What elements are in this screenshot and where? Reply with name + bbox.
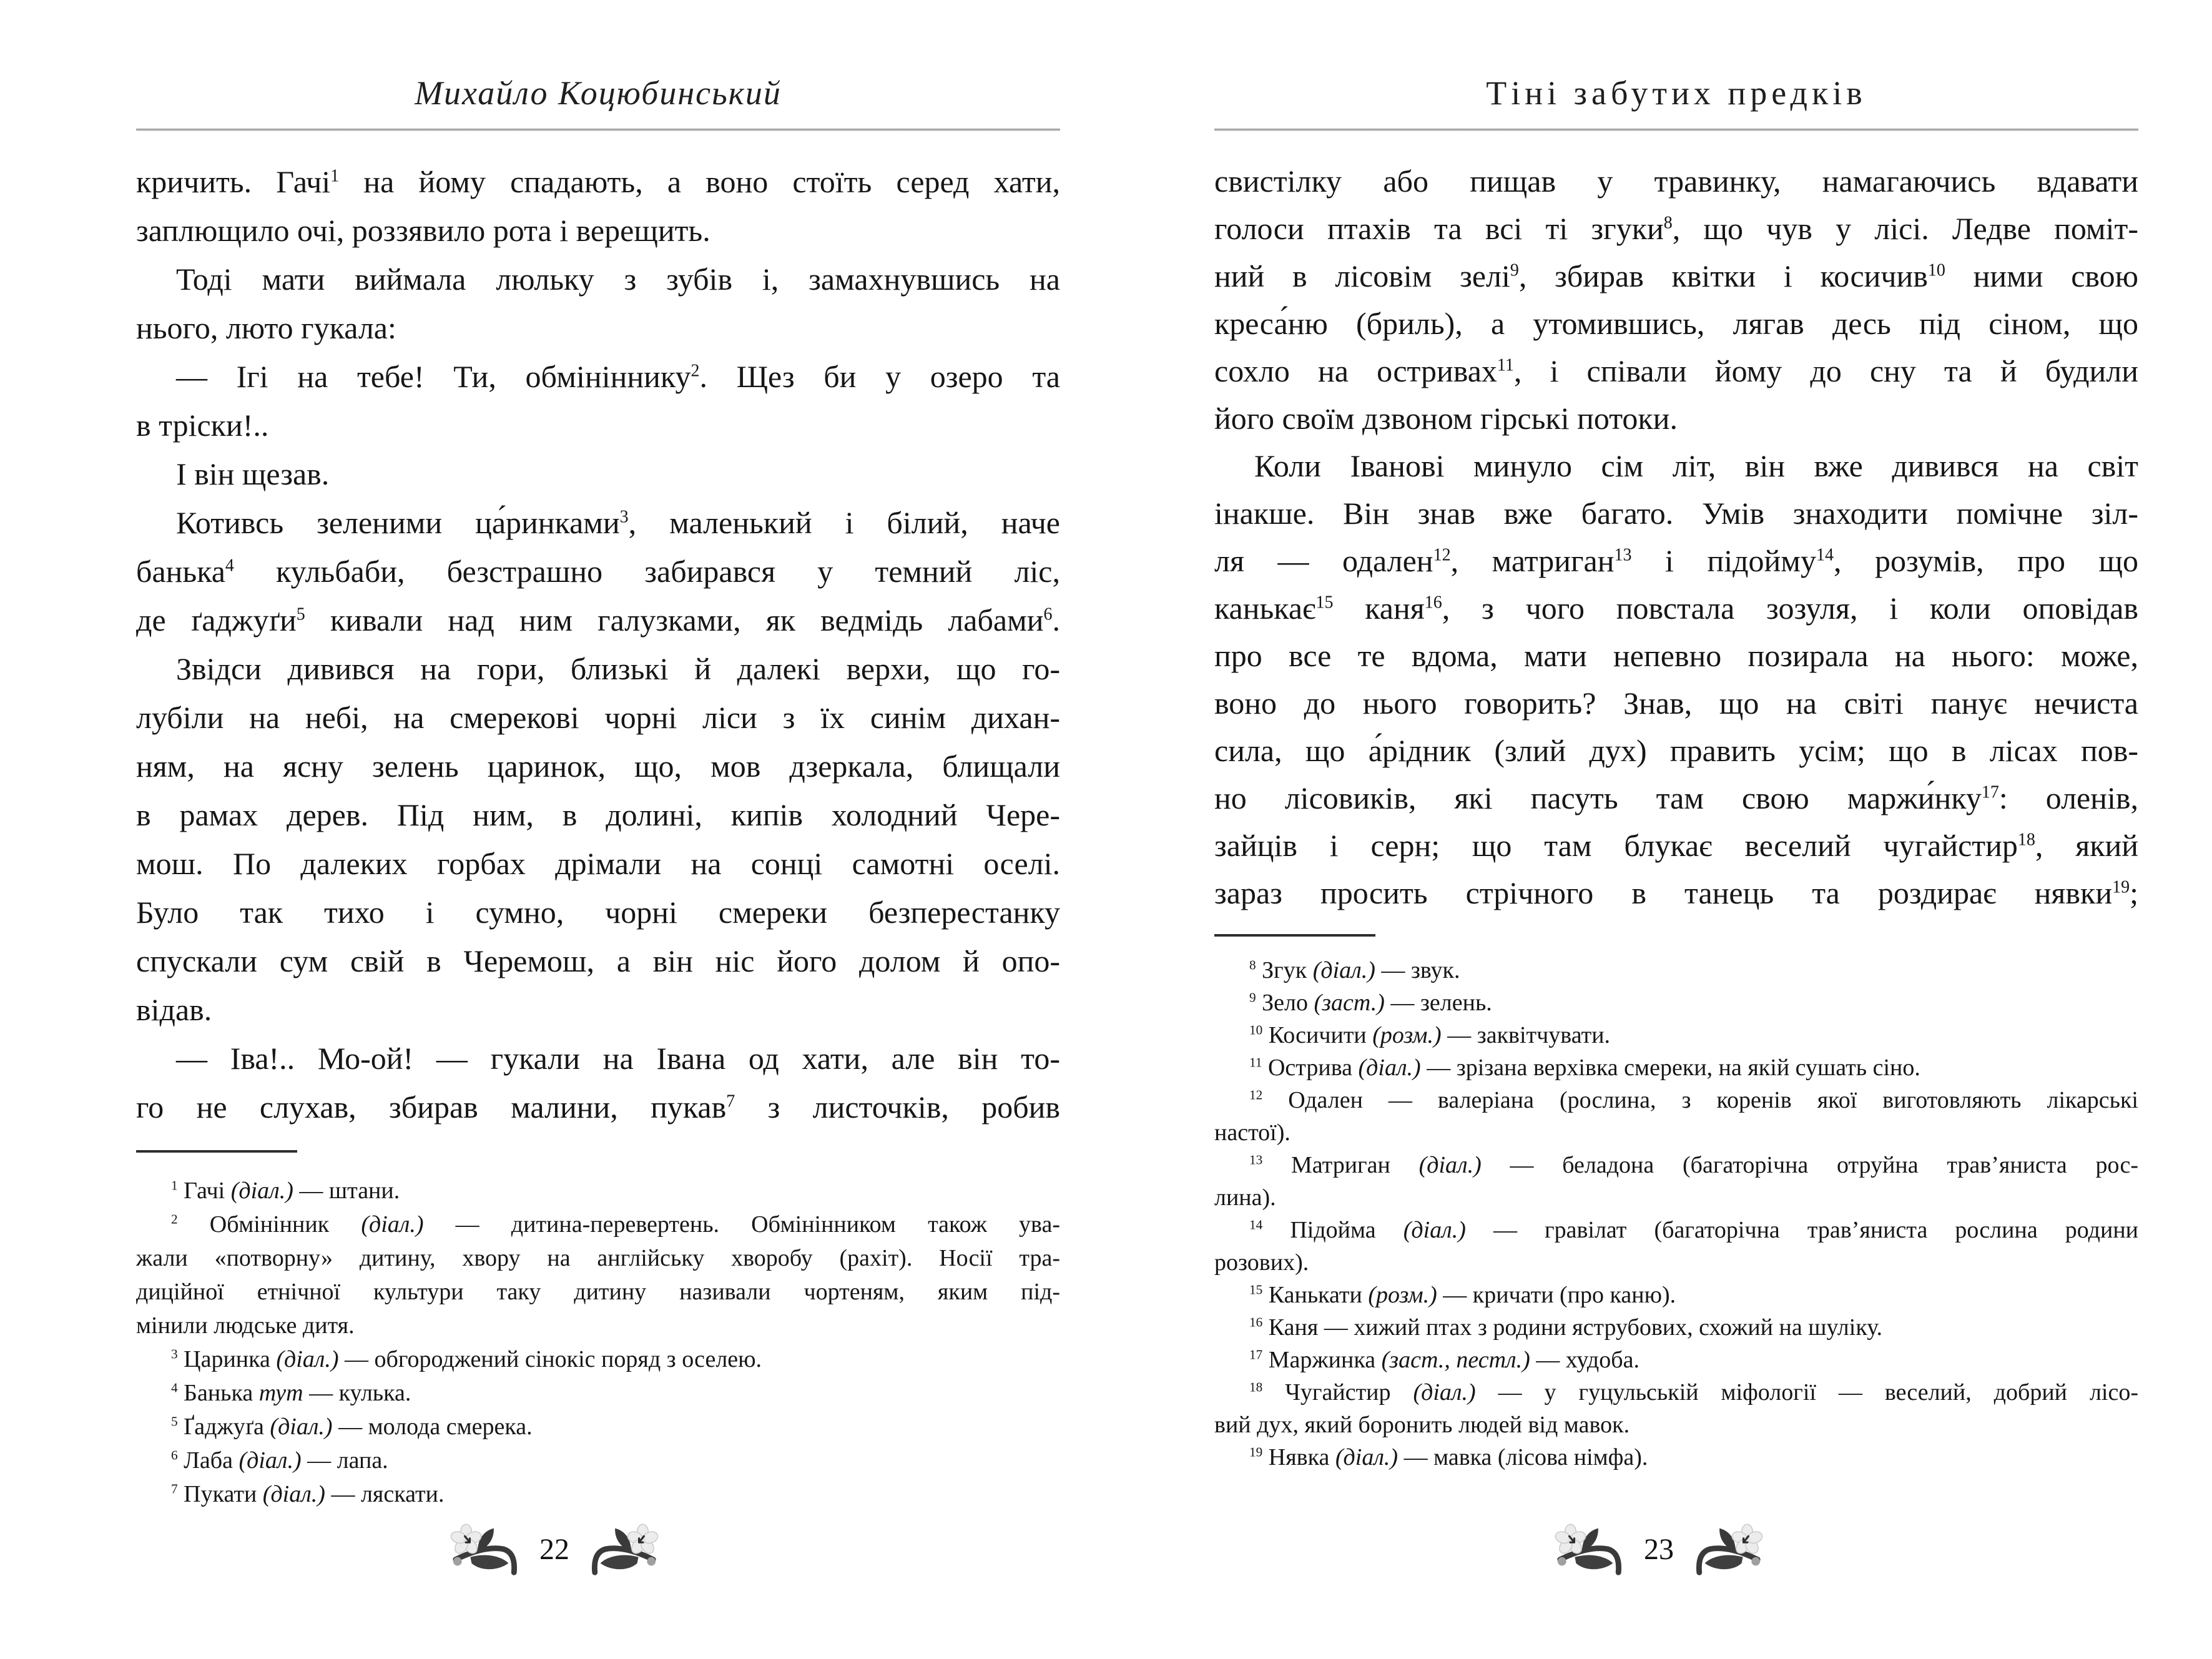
italic-term: (розм.) bbox=[1368, 1282, 1437, 1308]
footnote-line: $^{19}$ Нявка (діал.) — мавка (лісова німфа). bbox=[1249, 1444, 1648, 1470]
page-number: 22 bbox=[539, 1533, 569, 1566]
text-line: но лісовиків, які пасуть там свою маржи́нку$^{17}$: оленів, bbox=[1214, 780, 2139, 815]
footnote-ref: 7 bbox=[726, 1091, 735, 1111]
italic-term: тут bbox=[258, 1380, 303, 1406]
footnote-line: $^7$ Пукати (діал.) — ляскати. bbox=[171, 1481, 445, 1507]
text-line: сохло на остривах$^{11}$, і співали йому до сну та й будили bbox=[1214, 353, 2139, 388]
text-line: ля — одален$^{12}$, матриган$^{13}$ і підойму$^{14}$, розумів, про що bbox=[1214, 543, 2138, 578]
text-line: відав. bbox=[136, 992, 212, 1027]
footnote-ref: 6 bbox=[171, 1447, 178, 1463]
text-line: І він щезав. bbox=[176, 456, 330, 491]
italic-term: (розм.) bbox=[1372, 1022, 1442, 1048]
italic-term: (діал.) bbox=[1413, 1379, 1476, 1405]
footnote-line: $^1$ Гачі (діал.) — штани. bbox=[171, 1178, 400, 1204]
text-line: заплющило очі, роззявило рота і верещить. bbox=[136, 213, 710, 248]
footnote-line: $^6$ Лаба (діал.) — лапа. bbox=[171, 1447, 388, 1474]
text-line: ний в лісовім зелі$^9$, збирав квітки і косичив$^{10}$ ними свою bbox=[1214, 258, 2139, 293]
footnote-ref: 6 bbox=[1043, 604, 1053, 624]
italic-term: (діал.) bbox=[270, 1414, 333, 1440]
footnote-ref: 9 bbox=[1249, 990, 1256, 1005]
header-rule bbox=[136, 129, 1060, 131]
footnote-line: $^4$ Банька тут — кулька. bbox=[171, 1380, 411, 1406]
footnote-line: мінили людське дитя. bbox=[136, 1312, 355, 1339]
text-line: свистілку або пищав у травинку, намагаючись вдавати bbox=[1214, 164, 2138, 199]
footnote-ref: 8 bbox=[1663, 213, 1673, 233]
footnote-ref: 2 bbox=[691, 361, 700, 381]
italic-term: (діал.) bbox=[238, 1447, 302, 1474]
footnote-ref: 8 bbox=[1249, 957, 1256, 973]
footnote-ref: 18 bbox=[2017, 830, 2035, 850]
footnote-ref: 13 bbox=[1249, 1152, 1263, 1168]
running-header-author: Михайло Коцюбинський bbox=[415, 74, 782, 112]
text-line: зайців і серн; що там блукає веселий чугайстир$^{18}$, який bbox=[1214, 828, 2139, 863]
footnote-ref: 1 bbox=[171, 1178, 178, 1193]
footnote-line: диційної етнічної культури таку дитину називали чортеням, яким під- bbox=[136, 1279, 1060, 1305]
floral-ornament-left-icon bbox=[450, 1521, 523, 1578]
footnote-ref: 12 bbox=[1249, 1087, 1263, 1103]
footnote-ref: 3 bbox=[619, 507, 629, 527]
footnote-line: розових). bbox=[1214, 1249, 1309, 1276]
footnote-line: $^{11}$ Острива (діал.) — зрізана верхівка смереки, на якій сушать сіно. bbox=[1249, 1055, 1920, 1081]
footnote-ref: 2 bbox=[171, 1211, 178, 1227]
footnote-separator bbox=[1214, 934, 1375, 937]
footnote-ref: 14 bbox=[1816, 545, 1834, 565]
text-line: голоси птахів та всі ті згуки$^8$, що чув у лісі. Ледве поміт- bbox=[1214, 211, 2138, 246]
footnote-ref: 10 bbox=[1249, 1022, 1263, 1038]
text-line: го не слухав, збирав малини, пукав$^7$ з листочків, робив bbox=[136, 1090, 1060, 1125]
footnote-ref: 9 bbox=[1510, 260, 1519, 280]
text-line: його своїм дзвоном гірські потоки. bbox=[1214, 401, 1678, 436]
footnote-ref: 18 bbox=[1249, 1379, 1263, 1395]
footnote-ref: 5 bbox=[171, 1414, 178, 1429]
footnote-line: жали «потворну» дитину, хвору на англійську хворобу (рахіт). Носії тра- bbox=[136, 1245, 1060, 1271]
floral-ornament-left-icon bbox=[1554, 1521, 1628, 1578]
footnote-line: $^3$ Царинка (діал.) — обгороджений сінокіс поряд з оселею. bbox=[171, 1346, 762, 1372]
footnote-line: $^2$ Обмінінник (діал.) — дитина-перевертень. Обмінінником також ува- bbox=[171, 1211, 1060, 1238]
italic-term: (діал.) bbox=[1358, 1055, 1421, 1081]
footnote-ref: 17 bbox=[1249, 1347, 1263, 1362]
footnote-line: лина). bbox=[1214, 1184, 1276, 1211]
footnote-ref: 16 bbox=[1424, 593, 1442, 613]
text-line: канькає$^{15}$ каня$^{16}$, з чого повстала зозуля, і коли оповідав bbox=[1214, 591, 2139, 626]
text-line: мош. По далеких горбах дрімали на сонці самотні оселі. bbox=[136, 846, 1060, 881]
text-line: — Ігі на тебе! Ти, обмініннику$^2$. Щез би у озеро та bbox=[176, 359, 1060, 394]
text-line: зараз просить стрічного в танець та роздирає нявки$^{19}$; bbox=[1214, 875, 2138, 910]
footnote-ref: 16 bbox=[1249, 1314, 1263, 1330]
footnote-line: $^5$ Ґаджуґа (діал.) — молода смерека. bbox=[171, 1414, 533, 1440]
footnote-ref: 19 bbox=[2112, 877, 2130, 897]
footnote-line: $^{17}$ Маржинка (заст., пестл.) — худоба. bbox=[1249, 1347, 1639, 1373]
text-line: де ґаджуґи$^5$ кивали над ним галузками, як ведмідь лабами$^6$. bbox=[136, 603, 1060, 638]
text-line: креса́ню (бриль), а утомившись, лягав десь під сіном, що bbox=[1214, 306, 2138, 341]
page-footer bbox=[450, 1521, 659, 1578]
footnote-line: $^{13}$ Матриган (діал.) — беладона (багаторічна отруйна трав’яниста рос- bbox=[1249, 1152, 2138, 1178]
italic-term: (діал.) bbox=[1312, 957, 1375, 983]
footnote-ref: 4 bbox=[225, 556, 234, 576]
footnote-line: настої). bbox=[1214, 1120, 1290, 1146]
footnote-ref: 12 bbox=[1433, 545, 1451, 565]
text-line: — Іва!.. Мо-ой! — гукали на Івана од хати, але він то- bbox=[176, 1041, 1060, 1076]
italic-term: (діал.) bbox=[361, 1211, 424, 1238]
footnote-ref: 15 bbox=[1249, 1282, 1263, 1297]
italic-term: (діал.) bbox=[1418, 1152, 1482, 1178]
footnote-ref: 10 bbox=[1927, 260, 1945, 280]
footnote-ref: 4 bbox=[171, 1380, 178, 1396]
page-number: 23 bbox=[1644, 1533, 1674, 1566]
italic-term: (діал.) bbox=[1403, 1217, 1466, 1243]
footnote-line: $^{16}$ Каня — хижий птах з родини яструбових, схожий на шуліку. bbox=[1249, 1314, 1882, 1341]
running-header-title: Тіні забутих предків bbox=[1486, 74, 1867, 112]
text-line: Звідси дивився на гори, близькі й далекі верхи, що го- bbox=[176, 651, 1060, 686]
text-line: воно до нього говорить? Знав, що на світі панує нечиста bbox=[1214, 686, 2138, 721]
text-line: банька$^4$ кульбаби, безстрашно забирався у темний ліс, bbox=[136, 554, 1060, 589]
footnote-line: $^{18}$ Чугайстир (діал.) — у гуцульській міфології — веселий, добрий лісо- bbox=[1249, 1379, 2138, 1405]
footnotes-left bbox=[136, 1174, 1060, 1511]
footnote-line: $^9$ Зело (заст.) — зелень. bbox=[1249, 990, 1492, 1016]
footnote-ref: 13 bbox=[1614, 545, 1632, 565]
footnotes-right bbox=[1214, 954, 2138, 1474]
footnote-line: $^{15}$ Канькати (розм.) — кричати (про каню). bbox=[1249, 1282, 1676, 1308]
text-line: ням, на ясну зелень царинок, що, мов дзеркала, блищали bbox=[136, 749, 1060, 784]
footnote-ref: 15 bbox=[1315, 593, 1334, 613]
footnote-ref: 14 bbox=[1249, 1217, 1263, 1233]
footnote-line: $^{14}$ Підойма (діал.) — гравілат (багаторічна трав’яниста рослина родини bbox=[1249, 1217, 2138, 1243]
text-line: Було так тихо і сумно, чорні смереки безперестанку bbox=[136, 895, 1060, 930]
text-line: в рамах дерев. Під ним, в долині, кипів холодний Чере- bbox=[136, 797, 1060, 832]
text-line: про все те вдома, мати непевно позирала на нього: може, bbox=[1214, 638, 2138, 673]
header-rule bbox=[1214, 129, 2138, 131]
footnote-line: вий дух, який боронить людей від мавок. bbox=[1214, 1412, 1630, 1438]
footnote-ref: 19 bbox=[1249, 1444, 1263, 1460]
text-line: Тоді мати виймала люльку з зубів і, замахнувшись на bbox=[176, 262, 1060, 297]
footnote-ref: 7 bbox=[171, 1481, 178, 1497]
text-line: спускали сум свій в Черемош, а він ніс його долом й опо- bbox=[136, 943, 1060, 978]
footnote-ref: 11 bbox=[1249, 1055, 1262, 1070]
footnote-ref: 3 bbox=[171, 1346, 178, 1362]
footnote-ref: 11 bbox=[1497, 355, 1514, 375]
italic-term: (діал.) bbox=[1335, 1444, 1398, 1470]
footnote-line: $^{10}$ Косичити (розм.) — заквітчувати. bbox=[1249, 1022, 1611, 1048]
page-footer bbox=[1554, 1521, 1764, 1578]
text-line: лубіли на небі, на смерекові чорні ліси з їх синім дихан- bbox=[136, 700, 1060, 735]
text-line: кричить. Гачі$^1$ на йому спадають, а воно стоїть серед хати, bbox=[136, 164, 1060, 199]
body-text-left bbox=[136, 157, 1060, 1131]
footnote-line: $^{12}$ Одален — валеріана (рослина, з коренів якої виготовляють лікарські bbox=[1249, 1087, 2138, 1113]
floral-ornament-right-icon bbox=[1690, 1521, 1764, 1578]
italic-term: (діал.) bbox=[262, 1481, 325, 1507]
italic-term: (заст.) bbox=[1314, 990, 1385, 1016]
text-line: інакше. Він знав вже багато. Умів знаходити помічне зіл- bbox=[1214, 496, 2138, 531]
italic-term: (заст., пестл.) bbox=[1381, 1347, 1530, 1373]
footnote-separator bbox=[136, 1150, 297, 1153]
text-line: Коли Іванові минуло сім літ, він вже дивився на світ bbox=[1254, 448, 2138, 483]
text-line: сила, що а́рідник (злий дух) править усім; що в лісах пов- bbox=[1214, 733, 2138, 768]
text-line: в тріски!.. bbox=[136, 408, 269, 443]
footnote-line: $^8$ Згук (діал.) — звук. bbox=[1249, 957, 1460, 983]
footnote-ref: 5 bbox=[296, 604, 305, 624]
footnote-ref: 17 bbox=[1981, 782, 1999, 802]
text-line: Котивсь зеленими ца́ринками$^3$, маленький і білий, наче bbox=[176, 505, 1060, 540]
italic-term: (діал.) bbox=[276, 1346, 339, 1372]
italic-term: (діал.) bbox=[230, 1178, 293, 1204]
floral-ornament-right-icon bbox=[586, 1521, 659, 1578]
body-text-right bbox=[1214, 157, 2138, 917]
text-line: нього, люто гукала: bbox=[136, 310, 396, 345]
footnote-ref: 1 bbox=[330, 166, 340, 186]
